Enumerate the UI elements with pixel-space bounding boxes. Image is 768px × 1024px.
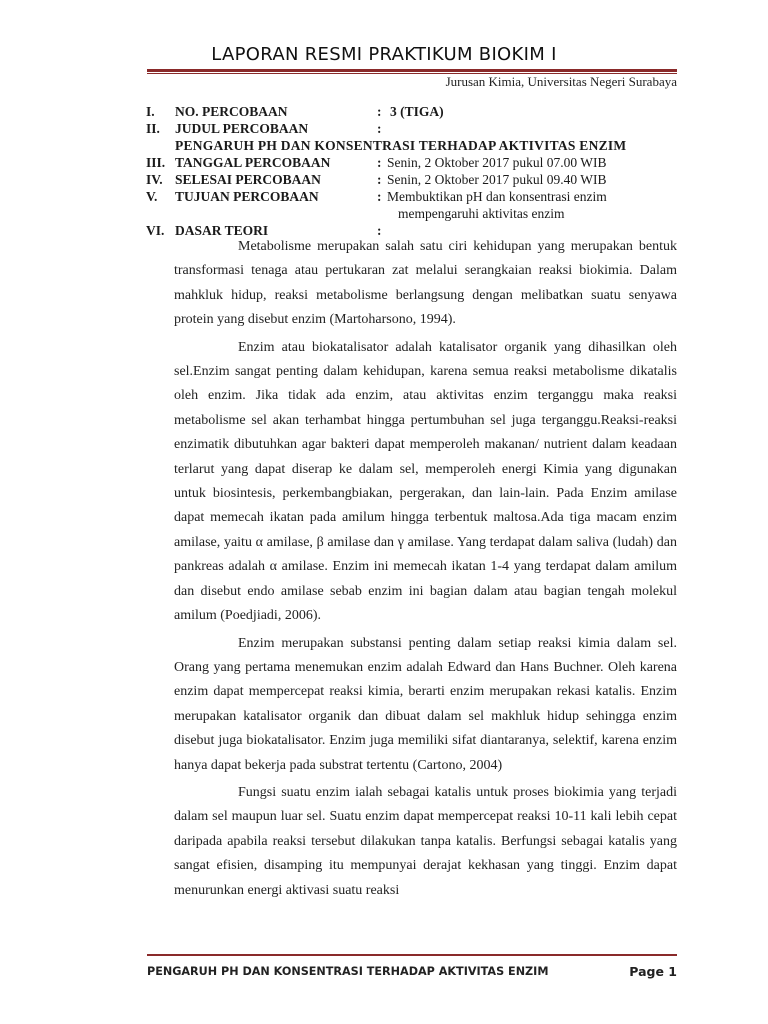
row-value: Senin, 2 Oktober 2017 pukul 09.40 WIB <box>387 172 607 187</box>
row-label: NO. PERCOBAAN <box>175 104 288 119</box>
row-value-continued: mempengaruhi aktivitas enzim <box>398 206 565 221</box>
row-number: III. <box>146 155 166 170</box>
info-row-tujuan <box>146 188 686 205</box>
page-number: Page 1 <box>629 964 677 979</box>
document-title: LAPORAN RESMI PRAKTIKUM BIOKIM I <box>211 44 557 65</box>
experiment-title: PENGARUH PH DAN KONSENTRASI TERHADAP AKTIVITAS ENZIM <box>175 138 627 153</box>
info-row-judul <box>146 120 686 137</box>
row-number: I. <box>146 104 155 119</box>
row-label: DASAR TEORI <box>175 223 269 238</box>
paragraph: Enzim atau biokatalisator adalah katalisator organik yang dihasilkan oleh sel.Enzim sangat penting dalam kehidupan, karena semua reaksi metabolisme dikatalis oleh enzim. Jika tidak ada enzim, atau aktivitas enzim terganggu maka reaksi metabolisme sel akan terhambat hingga pertumbuhan sel juga terganggu.Reaksi-reaksi enzimatik dibutuhkan agar bakteri dapat memperoleh makanan/ nutrient dalam keadaan terlarut yang dapat diserap ke dalam sel, memperoleh energi Kimia yang digunakan untuk biosintesis, perkembangbiakan, pergerakan, dan lain-lain. Pada Enzim amilase dapat memecah ikatan pada amilum hingga terbentuk maltosa.Ada tiga macam enzim amilase, yaitu α amilase, β amilase dan γ amilase. Yang terdapat dalam saliva (ludah) dan pankreas adalah α amilase. Enzim ini memecah ikatan 1-4 yang terdapat dalam amilum dan disebut endo amilase sebab enzim ini bagian dalam atau bagian tengah molekul amilum (Poedjiadi, 2006). <box>174 339 677 624</box>
info-row-selesai <box>146 171 686 188</box>
theory-body <box>174 235 677 903</box>
row-label: SELESAI PERCOBAAN <box>175 172 321 187</box>
row-colon: : <box>377 172 382 187</box>
row-colon: : <box>377 155 382 170</box>
row-number: II. <box>146 121 160 136</box>
row-colon: : <box>377 189 382 204</box>
row-label: TANGGAL PERCOBAAN <box>175 155 331 170</box>
info-row-judul-text <box>146 137 686 154</box>
row-label: TUJUAN PERCOBAAN <box>175 189 319 204</box>
department-subtitle: Jurusan Kimia, Universitas Negeri Surabaya <box>445 74 677 89</box>
paragraph: Fungsi suatu enzim ialah sebagai katalis untuk proses biokimia yang terjadi dalam sel maupun luar sel. Suatu enzim dapat mempercepat reaksi 10-11 kali lebih cepat daripada apabila reaksi tersebut dilakukan tanpa katalis. Berfungsi sebagai katalis yang sangat efisien, disamping itu mempunyai derajat kekhasan yang tinggi. Enzim dapat menurunkan energi aktivasi suatu reaksi <box>174 784 677 898</box>
row-value: Membuktikan pH dan konsentrasi enzim <box>387 189 607 204</box>
paragraph: Metabolisme merupakan salah satu ciri kehidupan yang merupakan bentuk transformasi tenaga atau pertukaran zat melalui serangkaian reaksi biokimia. Dalam mahkluk hidup, reaksi metabolisme berlangsung dengan melibatkan suatu senyawa protein yang disebut enzim (Martoharsono, 1994). <box>174 239 677 328</box>
row-label: JUDUL PERCOBAAN <box>175 121 309 136</box>
row-colon: : <box>377 104 382 119</box>
info-row-tanggal <box>146 154 686 171</box>
info-row-tujuan-cont <box>146 205 686 222</box>
footer-rule <box>147 954 677 956</box>
experiment-info <box>146 103 686 239</box>
row-number: IV. <box>146 172 163 187</box>
row-colon: : <box>377 223 382 238</box>
footer-title: PENGARUH PH DAN KONSENTRASI TERHADAP AKTIVITAS ENZIM <box>147 965 549 978</box>
row-number: V. <box>146 189 158 204</box>
row-value: 3 (TIGA) <box>390 104 444 119</box>
paragraph: Enzim merupakan substansi penting dalam setiap reaksi kimia dalam sel. Orang yang pertama menemukan enzim adalah Edward dan Hans Buchner. Oleh karena enzim dapat mempercepat reaksi kimia, berarti enzim merupakan rekasi katalis. Enzim merupakan katalisator organik dan dibuat dalam sel makhluk hidup sehingga enzim disebut juga biokatalisator. Enzim juga memiliki sifat diantaranya, selektif, karena enzim hanya dapat bekerja pada substrat tertentu (Cartono, 2004) <box>174 635 677 773</box>
row-value: Senin, 2 Oktober 2017 pukul 07.00 WIB <box>387 155 607 170</box>
row-number: VI. <box>146 223 165 238</box>
header-rule-thick <box>147 69 677 72</box>
info-row-percobaan <box>146 103 686 120</box>
row-colon: : <box>377 121 382 136</box>
